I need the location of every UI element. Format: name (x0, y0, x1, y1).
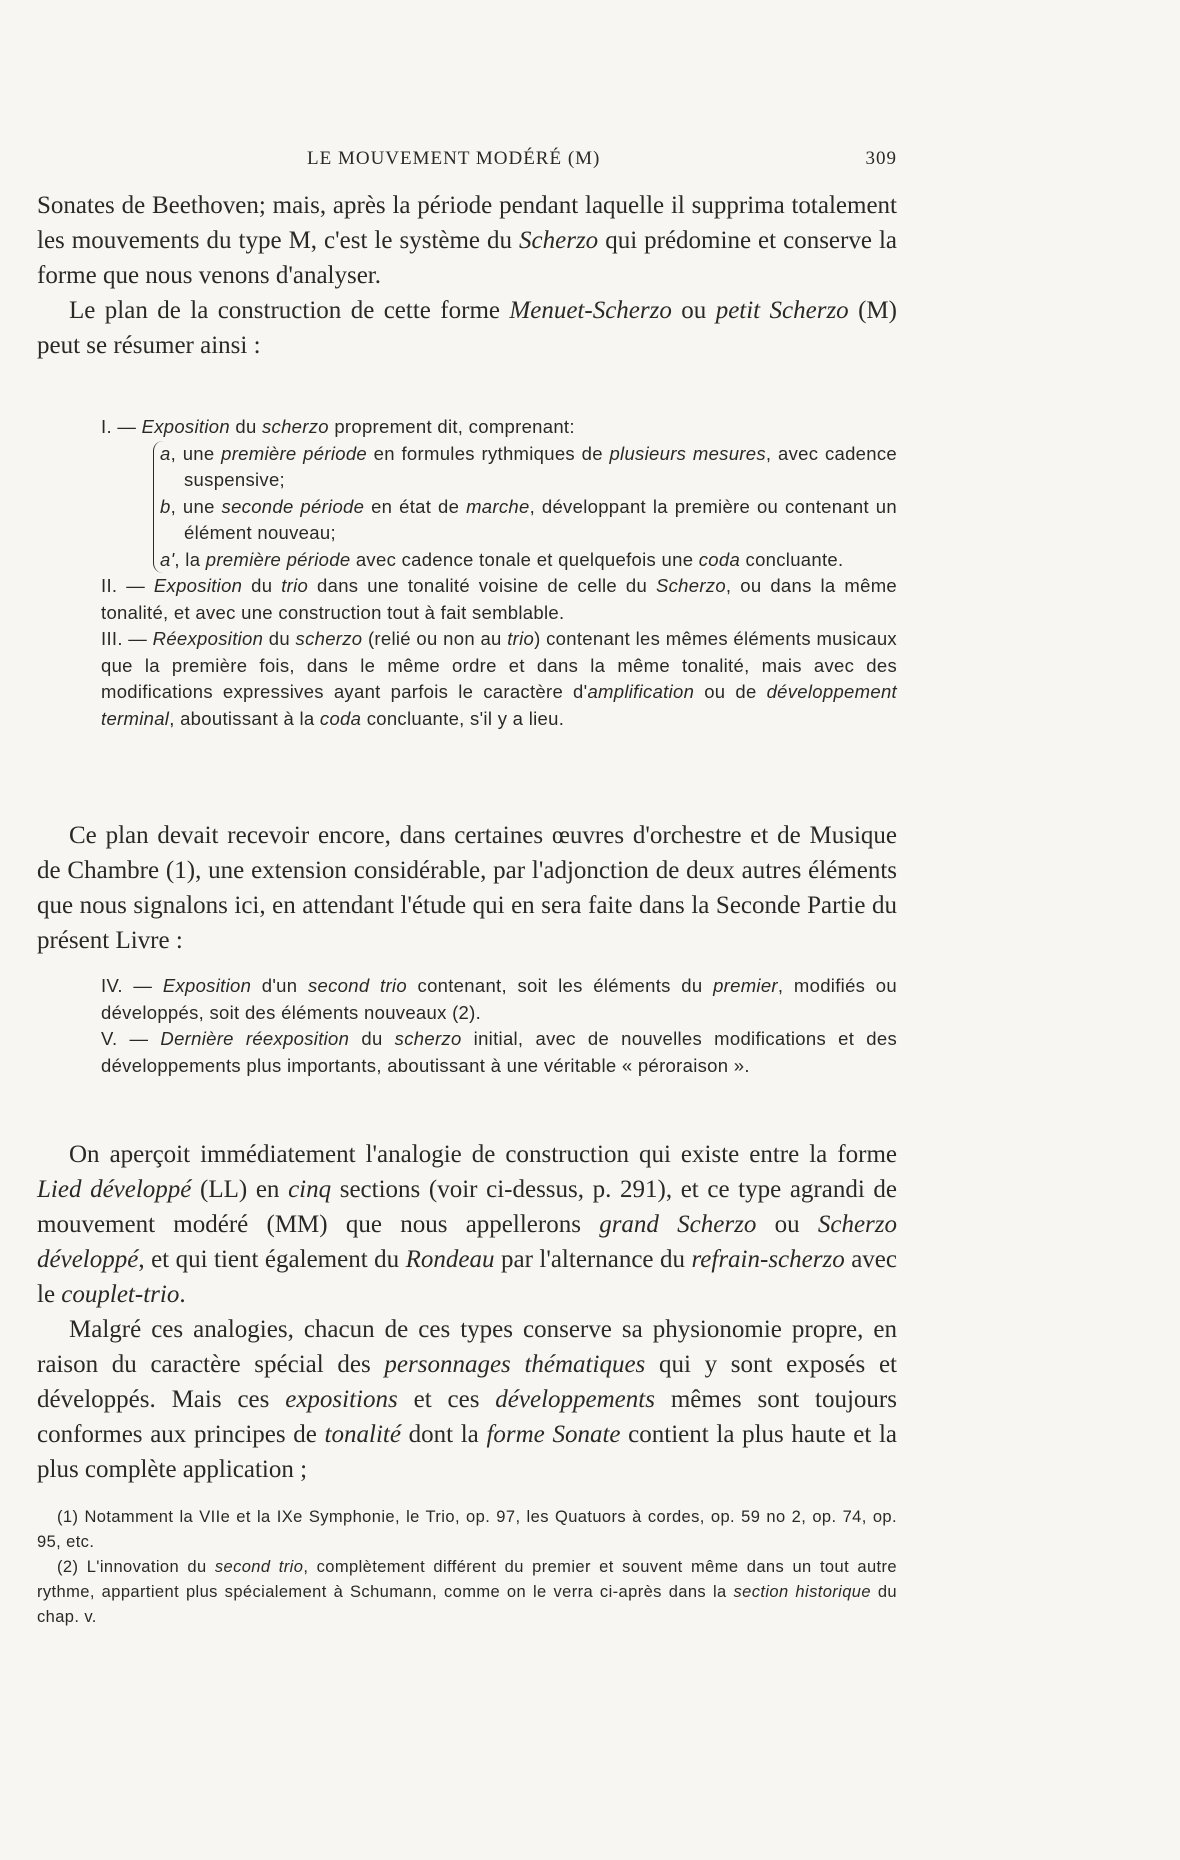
plan-list (101, 414, 897, 732)
text-run: Le plan de la construction de cette forme (69, 297, 510, 324)
footnote-2 (37, 1555, 897, 1630)
text-run: proprement dit, comprenant: (328, 416, 575, 437)
plan-list-extended (101, 973, 897, 1079)
plan-sublist (101, 441, 897, 574)
italic-run: trio (507, 628, 535, 649)
italic-run: b (160, 495, 171, 517)
text-run: , aboutissant à la (169, 707, 320, 729)
plan-item-2 (101, 573, 897, 626)
text-run: contient la plus haute et la plus complète application ; (37, 1421, 897, 1483)
italic-run: couplet-trio (61, 1281, 180, 1308)
text-run: ou de (694, 681, 767, 702)
text-run: , la (174, 548, 206, 570)
text-run: concluante, s'il y a lieu. (361, 707, 565, 729)
plan-item-3 (101, 626, 897, 732)
italic-run: a' (160, 548, 175, 570)
text-run: Ce plan devait recevoir encore, dans certaines œuvres d'orchestre et de Musique de Chambre (1), une extension considérable, par l'adjonction de deux autres éléments que nous signalons ici, en attendant l'étude qui en sera faite dans la Seconde Partie du présent Livre : (37, 822, 897, 954)
text-run: initial, avec de nouvelles modifications et des développements plus importants, aboutissant à une véritable « péroraison ». (101, 1028, 898, 1076)
italic-run: Exposition (153, 575, 243, 596)
italic-run: expositions (285, 1386, 398, 1413)
plan-subitem-b (160, 494, 897, 547)
italic-run: section historique (733, 1583, 871, 1601)
italic-run: plusieurs mesures (609, 442, 766, 464)
italic-run: second trio (307, 975, 407, 996)
text-run: ou (756, 1211, 818, 1238)
text-run: dans une tonalité voisine de celle du (308, 575, 656, 596)
text-run: , avec cadence suspensive; (184, 442, 897, 490)
running-title: LE MOUVEMENT MODÉRÉ (M) (307, 148, 601, 169)
italic-run: seconde période (221, 495, 365, 517)
italic-run: amplification (587, 681, 695, 702)
text-run: , une (170, 495, 222, 517)
text-run: IV. — (101, 975, 163, 996)
plan-subitem-a-prime (160, 547, 897, 574)
italic-run: Exposition (162, 975, 252, 996)
middle-section (37, 818, 897, 958)
text-run: (1) Notamment la VIIe et la IXe Symphonie, le Trio, op. 97, les Quatuors à cordes, op. 59 no 2, op. 74, op. 95, etc. (37, 1508, 897, 1551)
closing-paragraph-2 (37, 1312, 897, 1487)
brace-mark (153, 441, 166, 574)
italic-run: a (160, 442, 171, 464)
italic-run: coda (319, 707, 362, 729)
text-run: sections (voir ci-dessus, p. 291), et ce type agrandi de mouvement modéré (MM) que nous appellerons (37, 1176, 898, 1238)
plan-item-1 (101, 414, 897, 441)
text-run: , complètement différent du premier et souvent même dans un tout autre rythme, appartient plus spécialement à Schumann, comme on le verra ci-après dans la (37, 1558, 897, 1601)
text-run: en état de (364, 495, 467, 517)
text-run: III. — (101, 628, 153, 649)
text-run: du (349, 1028, 395, 1049)
italic-run: grand Scherzo (599, 1211, 757, 1238)
italic-run: refrain-scherzo (691, 1246, 845, 1273)
italic-run: Scherzo (655, 575, 726, 596)
text-run: (LL) en (191, 1176, 289, 1203)
italic-run: marche (466, 495, 530, 517)
text-run: dont la (400, 1421, 487, 1448)
intro-section (37, 188, 897, 363)
footnote-1 (37, 1505, 897, 1555)
text-run: qui prédomine et conserve la forme que nous venons d'analyser. (37, 227, 897, 289)
italic-run: Scherzo développé (37, 1211, 897, 1273)
italic-run: coda (698, 548, 741, 570)
middle-paragraph (37, 818, 897, 958)
text-run: On aperçoit immédiatement l'analogie de construction qui existe entre la forme (69, 1141, 897, 1168)
italic-run: développement terminal (101, 681, 897, 729)
plan-item-5 (101, 1026, 897, 1079)
italic-run: Dernière réexposition (160, 1028, 350, 1049)
text-run: avec cadence tonale et quelquefois une (350, 548, 699, 570)
italic-run: Scherzo (519, 227, 599, 254)
italic-run: scherzo (394, 1028, 462, 1049)
italic-run: développements (495, 1386, 655, 1413)
text-run: en formules rythmiques de (367, 442, 610, 464)
text-run: Sonates de Beethoven; mais, après la période pendant laquelle il supprima totalement les mouvements du type M, c'est le système du (37, 192, 897, 254)
italic-run: personnages thématiques (384, 1351, 646, 1378)
text-run: et ces (397, 1386, 496, 1413)
text-run: ou (671, 297, 716, 324)
italic-run: premier (713, 975, 778, 996)
text-run: (2) L'innovation du (57, 1558, 215, 1576)
intro-paragraph-1 (37, 188, 897, 293)
intro-paragraph-2 (37, 293, 897, 363)
text-run: du (242, 575, 282, 596)
italic-run: première période (221, 442, 367, 464)
text-run: , modifiés ou développés, soit des éléments nouveaux (2). (101, 975, 897, 1023)
text-run: V. — (101, 1028, 161, 1049)
closing-section (37, 1137, 897, 1487)
text-run: contenant, soit les éléments du (406, 975, 714, 996)
footnotes (37, 1505, 897, 1630)
text-run: par l'alternance du (494, 1246, 692, 1273)
text-run: mêmes sont toujours conformes aux principes de (37, 1386, 897, 1448)
text-run: (relié ou non au (362, 628, 508, 649)
italic-run: cinq (288, 1176, 332, 1203)
page-number: 309 (865, 148, 897, 169)
text-run: Malgré ces analogies, chacun de ces types conserve sa physionomie propre, en raison du caractère spécial des (37, 1316, 897, 1378)
text-run: du (229, 416, 262, 437)
plan-subitem-a (160, 441, 897, 494)
text-run: du chap. v. (37, 1583, 897, 1626)
italic-run: première période (205, 548, 351, 570)
italic-run: Rondeau (405, 1246, 495, 1273)
italic-run: scherzo (261, 416, 329, 437)
text-run: qui y sont exposés et développés. Mais ces (37, 1351, 897, 1413)
text-run: , ou dans la même tonalité, et avec une construction tout à fait semblable. (101, 575, 898, 623)
italic-run: Menuet-Scherzo (509, 297, 672, 324)
italic-run: petit Scherzo (715, 297, 849, 324)
text-run: du (263, 628, 296, 649)
text-run: d'un (251, 975, 308, 996)
closing-paragraph-1 (37, 1137, 897, 1312)
text-run: avec le (37, 1246, 897, 1308)
italic-run: trio (281, 575, 309, 596)
text-run: concluante. (740, 548, 844, 570)
text-run: ) contenant les mêmes éléments musicaux que la première fois, dans le même ordre et dans la même tonalité, mais avec des modifications expressives ayant parfois le caractère d' (101, 628, 897, 702)
plan-item-4 (101, 973, 897, 1026)
italic-run: forme Sonate (486, 1421, 621, 1448)
italic-run: Exposition (141, 416, 230, 437)
italic-run: Réexposition (152, 628, 264, 649)
text-run: . (179, 1281, 186, 1308)
italic-run: Lied développé (37, 1176, 192, 1203)
italic-run: scherzo (295, 628, 363, 649)
text-run: , une (170, 442, 222, 464)
text-run: I. — (101, 416, 142, 437)
text-run: , et qui tient également du (138, 1246, 406, 1273)
italic-run: tonalité (324, 1421, 401, 1448)
text-run: (M) peut se résumer ainsi : (37, 297, 897, 359)
text-run: , développant la première ou contenant un élément nouveau; (184, 495, 897, 543)
text-run: II. — (101, 575, 154, 596)
italic-run: second trio (214, 1558, 304, 1576)
